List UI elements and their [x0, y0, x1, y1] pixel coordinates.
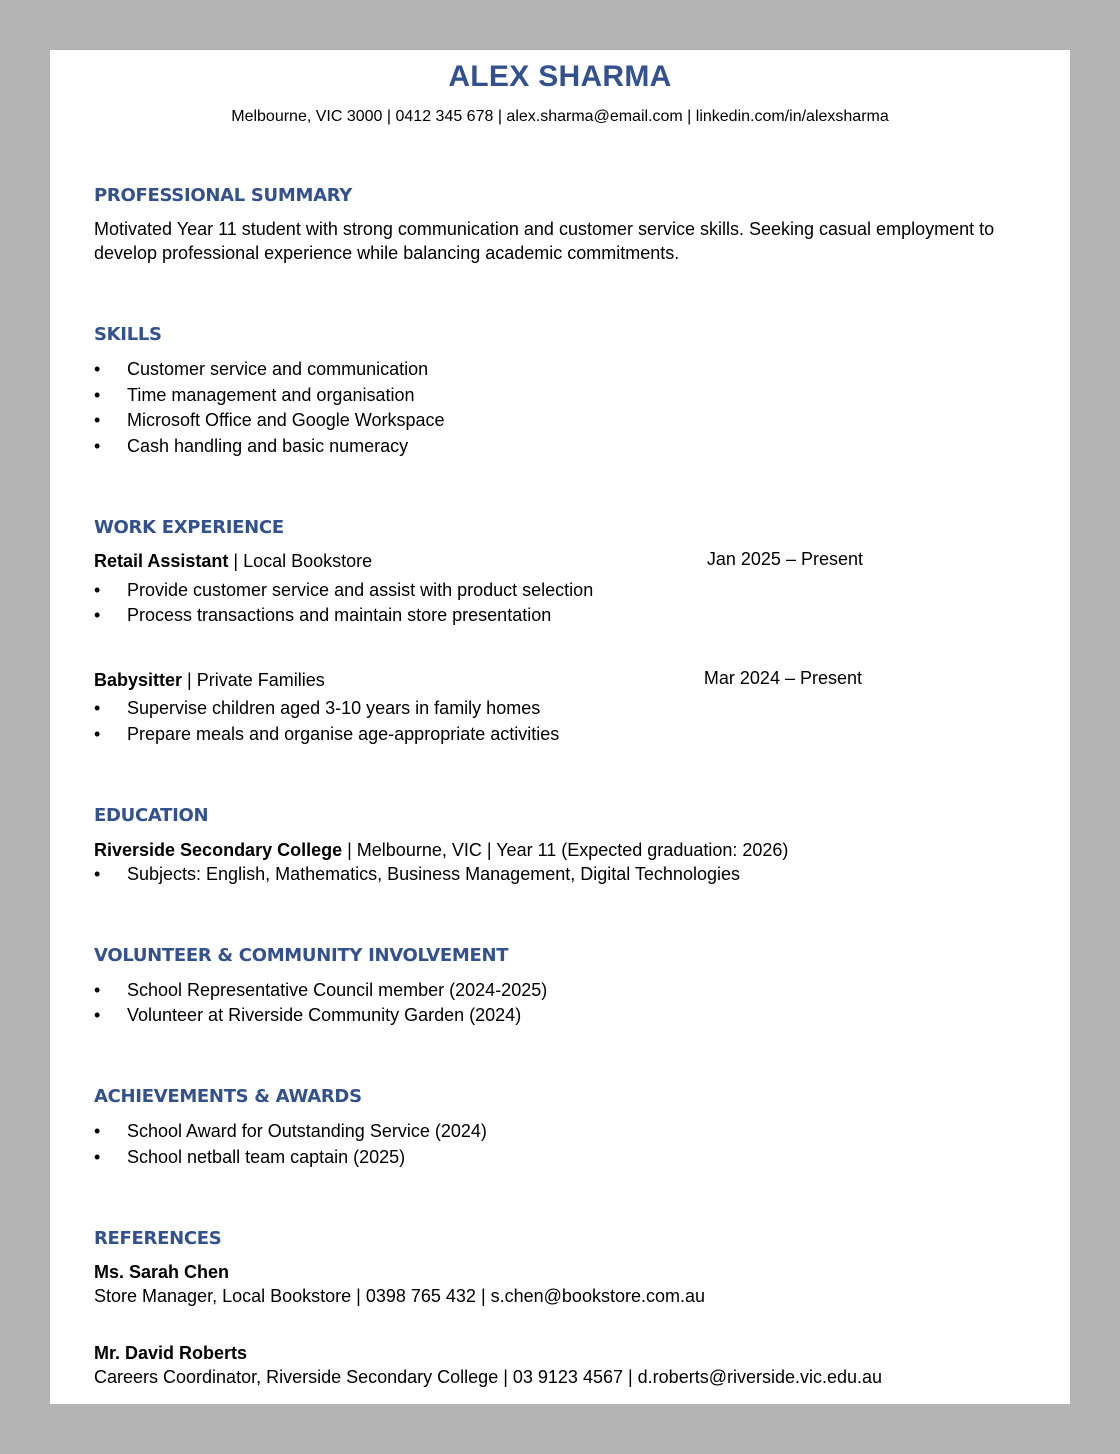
job-title: Retail Assistant	[94, 551, 229, 571]
resume-name: ALEX SHARMA	[448, 60, 672, 93]
bullet-icon: •	[94, 410, 101, 430]
job-title: Babysitter	[94, 670, 183, 690]
contact-line: Melbourne, VIC 3000 | 0412 345 678 | alex.sharma@email.com | linkedin.com/in/alexsharma	[231, 108, 889, 125]
summary-heading: PROFESSIONAL SUMMARY	[94, 185, 353, 206]
skills-heading: SKILLS	[94, 324, 162, 345]
bullet-icon: •	[94, 864, 101, 884]
reference-details: Store Manager, Local Bookstore | 0398 765 432 | s.chen@bookstore.com.au	[94, 1286, 705, 1306]
bullet-icon: •	[94, 385, 101, 405]
reference-name: Mr. David Roberts	[94, 1343, 248, 1363]
bullet-icon: •	[94, 980, 101, 1000]
education-heading: EDUCATION	[94, 805, 209, 826]
bullet-icon: •	[94, 359, 101, 379]
bullet-icon: •	[94, 580, 101, 600]
job-dates: Jan 2025 – Present	[706, 549, 863, 569]
bullet-icon: •	[94, 605, 101, 625]
bullet-icon: •	[94, 1121, 101, 1141]
experience-heading: WORK EXPERIENCE	[94, 517, 284, 538]
summary-line-2: develop professional experience while balancing academic commitments.	[94, 243, 680, 263]
job-title-line	[94, 668, 325, 692]
school-name: Riverside Secondary College	[94, 840, 343, 860]
achievements-heading: ACHIEVEMENTS & AWARDS	[94, 1086, 362, 1107]
job-dates: Mar 2024 – Present	[703, 668, 862, 688]
job-title-line	[94, 549, 372, 573]
reference-name: Ms. Sarah Chen	[94, 1262, 230, 1282]
education-line	[94, 838, 788, 862]
bullet-icon: •	[94, 1147, 101, 1167]
school-details: | Melbourne, VIC | Year 11 (Expected graduation: 2026)	[342, 840, 789, 860]
job-employer: | Local Bookstore	[228, 551, 373, 571]
bullet-icon: •	[94, 436, 101, 456]
reference-details: Careers Coordinator, Riverside Secondary College | 03 9123 4567 | d.roberts@riverside.vic.edu.au	[94, 1367, 883, 1387]
summary-line-1: Motivated Year 11 student with strong communication and customer service skills. Seeking casual employment to	[94, 219, 995, 239]
bullet-icon: •	[94, 1005, 101, 1025]
resume-page: ALEX SHARMA Melbourne, VIC 3000 | 0412 345 678 | alex.sharma@email.com | linkedin.com/in/alexsharma PROFESSIONAL SUMMARY Motivated Year 11 student with strong communication and customer service skills. Seeking casual employment to develop professional experience while balancing academic commitments. SKILLS • Customer service and communication • Time management and organisation • Microsoft Office and Google Workspace • Cash handling and basic numeracy WORK EXPERIENCE Retail Assistant | Local Bookstore Jan 2025 – Present • Provide customer service and assist with product selection • Process transactions and maintain store presentation Babysitter | Private Families Mar 2024 – Present • Supervise children aged 3-10 years in family homes • Prepare meals and organise age-appropriate activities EDUCATION Riverside Secondary College | Melbourne, VIC | Year 11 (Expected graduation: 2026) • Subjects: English, Mathematics, Business Management, Digital Technologies VOLUNTEER & COMMUNITY INVOLVEMENT • School Representative Council member (2024-2025) • Volunteer at Riverside Community Garden (2024) ACHIEVEMENTS & AWARDS • School Award for Outstanding Service (2024) • School netball team captain (2025) REFERENCES Ms. Sarah Chen Store Manager, Local Bookstore | 0398 765 432 | s.chen@bookstore.com.au Mr. David Roberts Careers Coordinator, Riverside Secondary College | 03 9123 4567 | d.roberts@riverside.vic.edu.au	[50, 50, 1070, 1404]
job-employer: | Private Families	[182, 670, 325, 690]
volunteer-heading: VOLUNTEER & COMMUNITY INVOLVEMENT	[94, 945, 509, 966]
bullet-icon: •	[94, 698, 101, 718]
bullet-icon: •	[94, 724, 101, 744]
references-heading: REFERENCES	[94, 1228, 222, 1249]
